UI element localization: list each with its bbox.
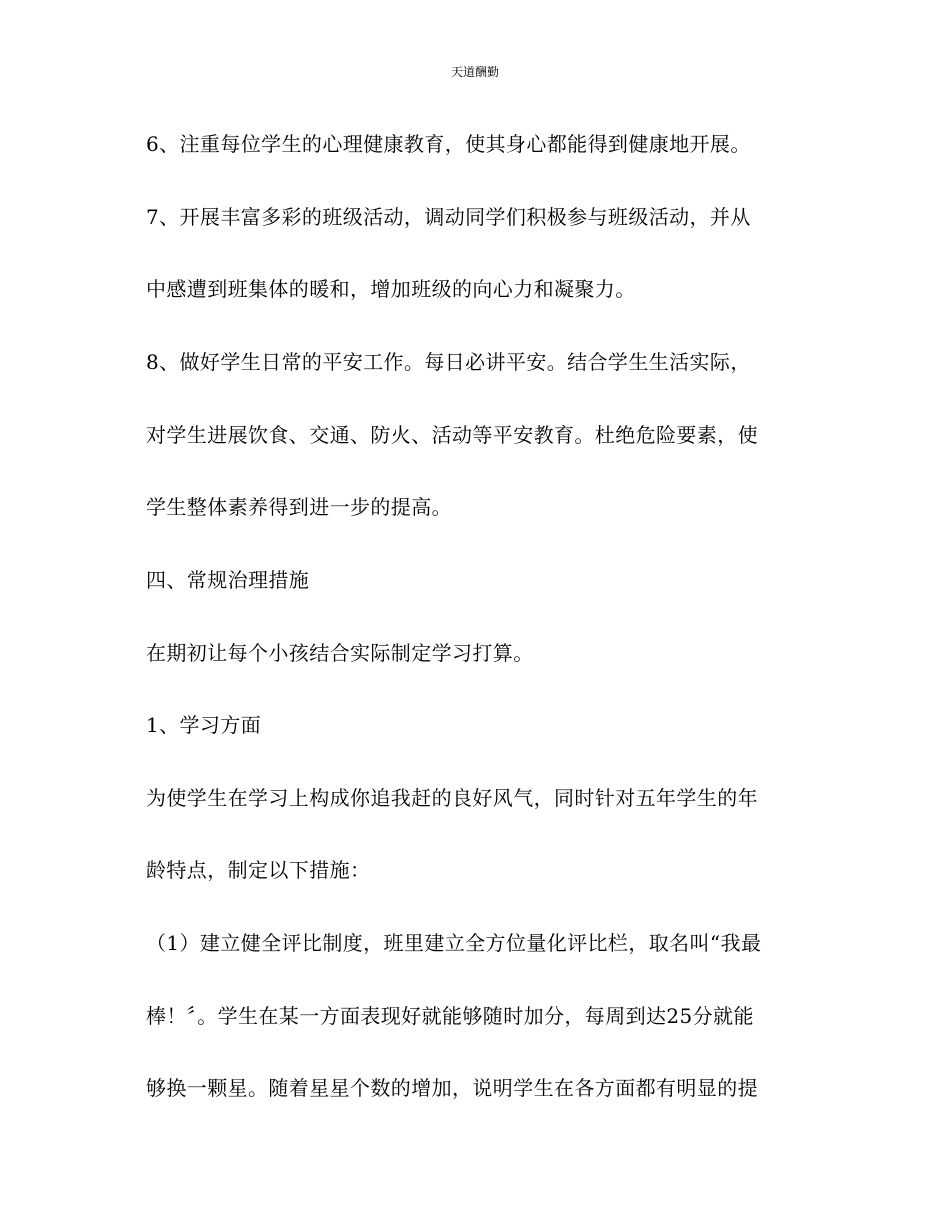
- paragraph-line: 7、开展丰富多彩的班级活动，调动同学们积极参与班级活动，并从: [146, 205, 751, 229]
- paragraph-line: 龄特点，制定以下措施：: [146, 858, 371, 882]
- paragraph-line: 在期初让每个小孩结合实际制定学习打算。: [146, 641, 534, 665]
- paragraph-line: 够换一颗星。随着星星个数的增加，说明学生在各方面都有明显的提: [146, 1076, 758, 1100]
- paragraph-line: 为使学生在学习上构成你追我赶的良好风气，同时针对五年学生的年: [146, 786, 758, 810]
- paragraph-line: 中感遭到班集体的暖和，增加班级的向心力和凝聚力。: [146, 277, 636, 301]
- paragraph-line: 棒！〞。学生在某一方面表现好就能够随时加分，每周到达25分就能: [146, 1004, 754, 1028]
- paragraph-line: 8、做好学生日常的平安工作。每日必讲平安。结合学生生活实际，: [146, 350, 751, 374]
- paragraph-line: 6、注重每位学生的心理健康教育，使其身心都能得到健康地开展。: [146, 132, 751, 156]
- section-heading: 四、常规治理措施: [146, 568, 310, 592]
- page-header: 天道酬勤: [450, 65, 499, 79]
- subsection-heading: 1、学习方面: [146, 713, 262, 737]
- paragraph-line: 学生整体素养得到进一步的提高。: [146, 495, 452, 519]
- paragraph-line: （1）建立健全评比制度，班里建立全方位量化评比栏，取名叫“我最: [146, 931, 762, 955]
- paragraph-line: 对学生进展饮食、交通、防火、活动等平安教育。杜绝危险要素，使: [146, 423, 758, 447]
